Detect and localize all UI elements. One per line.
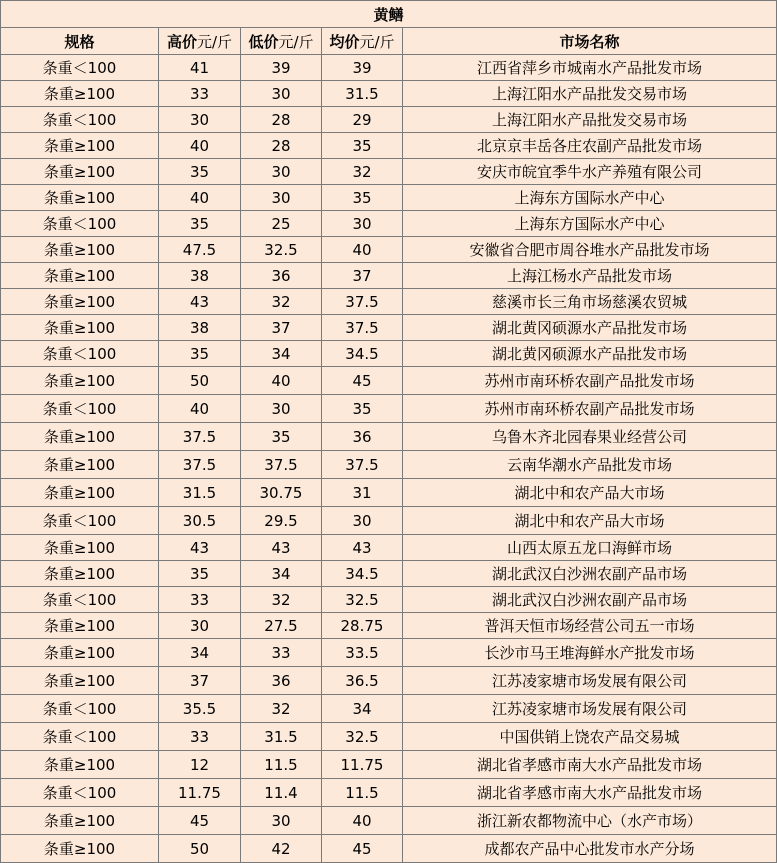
cell-spec: 条重≥100 xyxy=(1,159,159,185)
cell-spec: 条重≥100 xyxy=(1,185,159,211)
cell-avg: 37.5 xyxy=(322,451,403,479)
table-row xyxy=(1,55,777,81)
cell-avg: 11.5 xyxy=(322,779,403,807)
cell-avg: 32.5 xyxy=(322,723,403,751)
cell-avg: 30 xyxy=(322,507,403,535)
table-row xyxy=(1,423,777,451)
cell-market: 湖北武汉白沙洲农副产品市场 xyxy=(403,561,777,587)
cell-high: 37.5 xyxy=(159,423,241,451)
cell-high: 30.5 xyxy=(159,507,241,535)
cell-spec: 条重＜100 xyxy=(1,107,159,133)
cell-low: 36 xyxy=(241,263,322,289)
table-row xyxy=(1,211,777,237)
cell-high: 43 xyxy=(159,535,241,561)
cell-low: 32 xyxy=(241,587,322,613)
cell-low: 30.75 xyxy=(241,479,322,507)
cell-high: 35 xyxy=(159,211,241,237)
cell-avg: 40 xyxy=(322,807,403,835)
cell-low: 40 xyxy=(241,367,322,395)
cell-high: 33 xyxy=(159,723,241,751)
cell-market: 上海江杨水产品批发市场 xyxy=(403,263,777,289)
table-row xyxy=(1,835,777,863)
cell-high: 30 xyxy=(159,613,241,639)
cell-spec: 条重≥100 xyxy=(1,613,159,639)
cell-low: 39 xyxy=(241,55,322,81)
cell-high: 35 xyxy=(159,159,241,185)
cell-avg: 31 xyxy=(322,479,403,507)
cell-market: 云南华潮水产品批发市场 xyxy=(403,451,777,479)
cell-high: 38 xyxy=(159,263,241,289)
cell-market: 江苏凌家塘市场发展有限公司 xyxy=(403,695,777,723)
cell-high: 41 xyxy=(159,55,241,81)
table-row xyxy=(1,779,777,807)
cell-avg: 35 xyxy=(322,395,403,423)
cell-spec: 条重＜100 xyxy=(1,55,159,81)
cell-low: 27.5 xyxy=(241,613,322,639)
table-row xyxy=(1,587,777,613)
cell-low: 43 xyxy=(241,535,322,561)
cell-high: 31.5 xyxy=(159,479,241,507)
cell-spec: 条重≥100 xyxy=(1,751,159,779)
cell-market: 安庆市皖宜季牛水产养殖有限公司 xyxy=(403,159,777,185)
cell-spec: 条重≥100 xyxy=(1,289,159,315)
cell-spec: 条重≥100 xyxy=(1,81,159,107)
cell-low: 11.5 xyxy=(241,751,322,779)
cell-low: 30 xyxy=(241,159,322,185)
cell-avg: 34.5 xyxy=(322,341,403,367)
cell-avg: 33.5 xyxy=(322,639,403,667)
cell-spec: 条重≥100 xyxy=(1,133,159,159)
cell-high: 33 xyxy=(159,587,241,613)
table-row xyxy=(1,751,777,779)
cell-market: 乌鲁木齐北园春果业经营公司 xyxy=(403,423,777,451)
table-row xyxy=(1,451,777,479)
cell-market: 江苏凌家塘市场发展有限公司 xyxy=(403,667,777,695)
cell-market: 浙江新农都物流中心（水产市场） xyxy=(403,807,777,835)
cell-avg: 45 xyxy=(322,367,403,395)
table-row xyxy=(1,107,777,133)
cell-spec: 条重＜100 xyxy=(1,341,159,367)
col-header-low: 低价元/斤 xyxy=(241,28,322,55)
cell-market: 苏州市南环桥农副产品批发市场 xyxy=(403,367,777,395)
cell-low: 28 xyxy=(241,133,322,159)
cell-spec: 条重≥100 xyxy=(1,479,159,507)
cell-spec: 条重＜100 xyxy=(1,723,159,751)
cell-market: 慈溪市长三角市场慈溪农贸城 xyxy=(403,289,777,315)
cell-high: 43 xyxy=(159,289,241,315)
cell-low: 37 xyxy=(241,315,322,341)
cell-high: 50 xyxy=(159,367,241,395)
cell-market: 长沙市马王堆海鲜水产批发市场 xyxy=(403,639,777,667)
cell-low: 35 xyxy=(241,423,322,451)
cell-low: 28 xyxy=(241,107,322,133)
cell-market: 湖北中和农产品大市场 xyxy=(403,479,777,507)
cell-low: 37.5 xyxy=(241,451,322,479)
cell-high: 38 xyxy=(159,315,241,341)
table-row xyxy=(1,237,777,263)
cell-spec: 条重＜100 xyxy=(1,395,159,423)
table-row xyxy=(1,159,777,185)
table-title: 黄鳝 xyxy=(1,1,777,28)
cell-market: 湖北中和农产品大市场 xyxy=(403,507,777,535)
cell-spec: 条重≥100 xyxy=(1,423,159,451)
col-header-avg: 均价元/斤 xyxy=(322,28,403,55)
table-row xyxy=(1,81,777,107)
cell-spec: 条重≥100 xyxy=(1,451,159,479)
cell-spec: 条重＜100 xyxy=(1,587,159,613)
cell-spec: 条重≥100 xyxy=(1,835,159,863)
cell-spec: 条重≥100 xyxy=(1,367,159,395)
cell-avg: 37 xyxy=(322,263,403,289)
table-row xyxy=(1,367,777,395)
cell-low: 11.4 xyxy=(241,779,322,807)
cell-market: 普洱天恒市场经营公司五一市场 xyxy=(403,613,777,639)
table-row xyxy=(1,667,777,695)
table-row xyxy=(1,133,777,159)
cell-market: 成都农产品中心批发市水产分场 xyxy=(403,835,777,863)
table-row xyxy=(1,341,777,367)
cell-low: 34 xyxy=(241,561,322,587)
cell-high: 40 xyxy=(159,395,241,423)
cell-low: 31.5 xyxy=(241,723,322,751)
cell-low: 32.5 xyxy=(241,237,322,263)
col-header-spec: 规格 xyxy=(1,28,159,55)
cell-high: 30 xyxy=(159,107,241,133)
cell-high: 35.5 xyxy=(159,695,241,723)
cell-spec: 条重≥100 xyxy=(1,807,159,835)
cell-high: 40 xyxy=(159,185,241,211)
cell-low: 25 xyxy=(241,211,322,237)
col-header-market: 市场名称 xyxy=(403,28,777,55)
cell-high: 35 xyxy=(159,561,241,587)
cell-avg: 45 xyxy=(322,835,403,863)
table-row xyxy=(1,639,777,667)
cell-low: 30 xyxy=(241,185,322,211)
cell-avg: 31.5 xyxy=(322,81,403,107)
cell-avg: 37.5 xyxy=(322,315,403,341)
cell-avg: 35 xyxy=(322,133,403,159)
cell-spec: 条重＜100 xyxy=(1,211,159,237)
table-row xyxy=(1,535,777,561)
cell-low: 30 xyxy=(241,395,322,423)
cell-high: 11.75 xyxy=(159,779,241,807)
cell-low: 34 xyxy=(241,341,322,367)
cell-avg: 43 xyxy=(322,535,403,561)
cell-avg: 32.5 xyxy=(322,587,403,613)
table-row xyxy=(1,479,777,507)
table-row xyxy=(1,315,777,341)
cell-spec: 条重≥100 xyxy=(1,535,159,561)
cell-low: 32 xyxy=(241,289,322,315)
col-header-high: 高价元/斤 xyxy=(159,28,241,55)
cell-spec: 条重＜100 xyxy=(1,695,159,723)
cell-market: 上海东方国际水产中心 xyxy=(403,211,777,237)
cell-avg: 36.5 xyxy=(322,667,403,695)
cell-market: 上海东方国际水产中心 xyxy=(403,185,777,211)
cell-avg: 30 xyxy=(322,211,403,237)
table-row xyxy=(1,695,777,723)
cell-avg: 32 xyxy=(322,159,403,185)
cell-low: 33 xyxy=(241,639,322,667)
table-row xyxy=(1,807,777,835)
cell-high: 40 xyxy=(159,133,241,159)
cell-market: 湖北省孝感市南大水产品批发市场 xyxy=(403,751,777,779)
cell-low: 36 xyxy=(241,667,322,695)
table-row xyxy=(1,613,777,639)
cell-market: 湖北黄冈硕源水产品批发市场 xyxy=(403,315,777,341)
cell-market: 上海江阳水产品批发交易市场 xyxy=(403,107,777,133)
cell-low: 42 xyxy=(241,835,322,863)
cell-high: 37.5 xyxy=(159,451,241,479)
cell-spec: 条重＜100 xyxy=(1,507,159,535)
cell-market: 湖北黄冈硕源水产品批发市场 xyxy=(403,341,777,367)
table-row xyxy=(1,395,777,423)
cell-spec: 条重≥100 xyxy=(1,561,159,587)
cell-market: 安徽省合肥市周谷堆水产品批发市场 xyxy=(403,237,777,263)
table-row xyxy=(1,289,777,315)
cell-avg: 37.5 xyxy=(322,289,403,315)
cell-market: 中国供销上饶农产品交易城 xyxy=(403,723,777,751)
cell-avg: 35 xyxy=(322,185,403,211)
cell-avg: 11.75 xyxy=(322,751,403,779)
cell-avg: 40 xyxy=(322,237,403,263)
cell-market: 江西省萍乡市城南水产品批发市场 xyxy=(403,55,777,81)
cell-low: 30 xyxy=(241,807,322,835)
cell-spec: 条重≥100 xyxy=(1,639,159,667)
cell-high: 35 xyxy=(159,341,241,367)
cell-avg: 39 xyxy=(322,55,403,81)
table-row xyxy=(1,507,777,535)
cell-high: 34 xyxy=(159,639,241,667)
cell-spec: 条重≥100 xyxy=(1,667,159,695)
table-row xyxy=(1,185,777,211)
cell-market: 山西太原五龙口海鲜市场 xyxy=(403,535,777,561)
table-row xyxy=(1,723,777,751)
cell-avg: 34 xyxy=(322,695,403,723)
cell-market: 苏州市南环桥农副产品批发市场 xyxy=(403,395,777,423)
cell-high: 12 xyxy=(159,751,241,779)
cell-avg: 36 xyxy=(322,423,403,451)
cell-market: 上海江阳水产品批发交易市场 xyxy=(403,81,777,107)
table-row xyxy=(1,561,777,587)
cell-market: 湖北省孝感市南大水产品批发市场 xyxy=(403,779,777,807)
cell-market: 北京京丰岳各庄农副产品批发市场 xyxy=(403,133,777,159)
cell-market: 湖北武汉白沙洲农副产品市场 xyxy=(403,587,777,613)
cell-low: 30 xyxy=(241,81,322,107)
cell-high: 37 xyxy=(159,667,241,695)
cell-high: 47.5 xyxy=(159,237,241,263)
cell-avg: 34.5 xyxy=(322,561,403,587)
table-row xyxy=(1,263,777,289)
cell-spec: 条重≥100 xyxy=(1,315,159,341)
cell-low: 29.5 xyxy=(241,507,322,535)
cell-high: 45 xyxy=(159,807,241,835)
cell-avg: 28.75 xyxy=(322,613,403,639)
cell-avg: 29 xyxy=(322,107,403,133)
cell-spec: 条重≥100 xyxy=(1,237,159,263)
cell-spec: 条重＜100 xyxy=(1,779,159,807)
cell-spec: 条重≥100 xyxy=(1,263,159,289)
cell-high: 50 xyxy=(159,835,241,863)
cell-high: 33 xyxy=(159,81,241,107)
cell-low: 32 xyxy=(241,695,322,723)
